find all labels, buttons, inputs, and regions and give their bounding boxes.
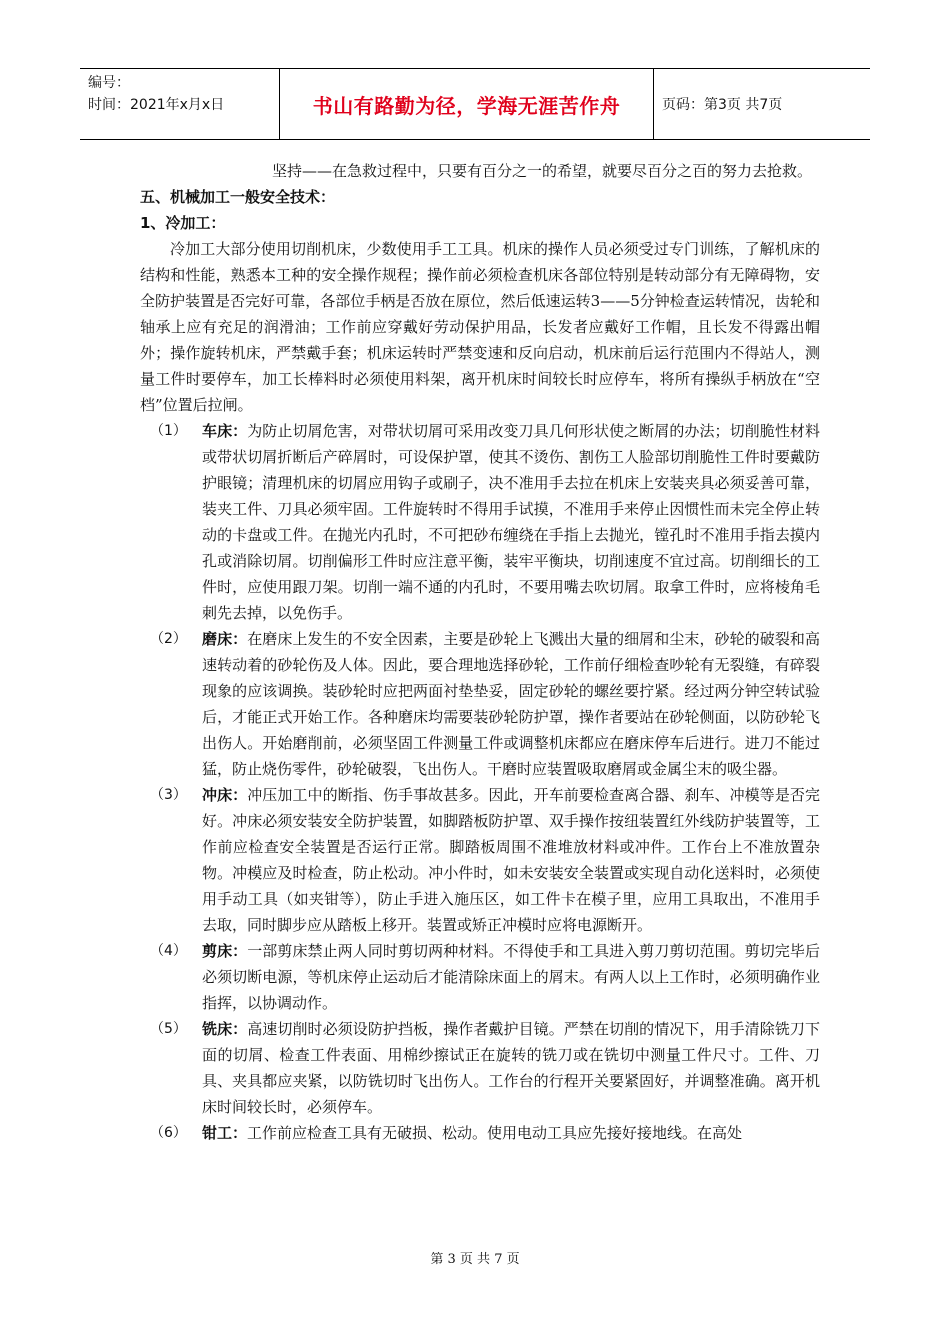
- list-item-text: 冲压加工中的断指、伤手事故甚多。因此，开车前要检查离合器、刹车、冲模等是否完好。冲床必须安装安全防护装置，如脚踏板防护罩、双手操作按纽装置红外线防护装置等，工作前应检查安全装置是否运行正常。脚踏板周围不准堆放材料或冲件。工作台上不准放置杂物。冲模应及时检查，防止松动。冲小件时，如未安装安全装置或实现自动化送料时，必须使用手动工具（如夹钳等），防止手进入施压区，如工件卡在模子里，应用工具取出，不准用手去取，同时脚步应从踏板上移开。装置或矫正冲模时应将电源断开。: [202, 786, 820, 934]
- list-item-body: [202, 782, 820, 938]
- list-item-text: 高速切削时必须设防护挡板，操作者戴护目镜。严禁在切削的情况下，用手清除铣刀下面的切屑、检查工件表面、用棉纱擦试正在旋转的铣刀或在铣切中测量工件尺寸。工件、刀具、夹具都应夹紧，以防铣切时飞出伤人。工作台的行程开关要紧固好，并调整准确。离开机床时间较长时，必须停车。: [202, 1020, 820, 1116]
- list-item-title: 磨床：: [202, 630, 248, 648]
- page-footer: 第 3 页 共 7 页: [430, 1252, 520, 1267]
- list-item-body: [202, 1016, 820, 1120]
- list-item: [140, 1120, 820, 1146]
- list-item-body: [202, 1120, 820, 1146]
- list-item: [140, 418, 820, 626]
- document-body: [140, 158, 820, 1146]
- list-item-text: 在磨床上发生的不安全因素，主要是砂轮上飞溅出大量的细屑和尘末，砂轮的破裂和高速转动着的砂轮伤及人体。因此，要合理地选择砂轮，工作前仔细检查吵轮有无裂缝，有碎裂现象的应该调换。装砂轮时应把两面衬垫垫妥，固定砂轮的螺丝要拧紧。经过两分钟空转试验后，才能正式开始工作。各种磨床均需要装砂轮防护罩，操作者要站在砂轮侧面，以防砂轮飞出伤人。开始磨削前，必须坚固工件测量工件或调整机床都应在磨床停车后进行。进刀不能过猛，防止烧伤零件，砂轮破裂，飞出伤人。干磨时应装置吸取磨屑或金属尘末的吸尘器。: [202, 630, 820, 778]
- list-item-number: （1）: [150, 423, 187, 439]
- header-date-label: 时间：2021年x月x日: [88, 97, 225, 113]
- list-item-text: 一部剪床禁止两人同时剪切两种材料。不得使手和工具进入剪刀剪切范围。剪切完毕后必须切断电源，等机床停止运动后才能清除床面上的屑末。有两人以上工作时，必须明确作业指挥，以协调动作。: [202, 942, 820, 1012]
- header-number-label: 编号：: [88, 75, 130, 91]
- list-item-title: 车床：: [202, 422, 248, 440]
- header-motto: 书山有路勤为径，学海无涯苦作舟: [280, 69, 654, 139]
- list-item-body: [202, 938, 820, 1016]
- continuation-paragraph: 坚持——在急救过程中，只要有百分之一的希望，就要尽百分之百的努力去抢救。: [272, 162, 813, 180]
- sub-heading: 1、冷加工：: [140, 214, 226, 232]
- list-item: [140, 782, 820, 938]
- list-item-body: [202, 626, 820, 782]
- list-item: [140, 1016, 820, 1120]
- list-item-title: 冲床：: [202, 786, 248, 804]
- list-item-title: 剪床：: [202, 942, 248, 960]
- header-left-cell: [80, 69, 280, 139]
- list-item-title: 钳工：: [202, 1124, 248, 1142]
- list-item-number: （4）: [150, 943, 187, 959]
- header-table: [80, 68, 870, 140]
- list-item-title: 铣床：: [202, 1020, 248, 1038]
- list-item-text: 工作前应检查工具有无破损、松动。使用电动工具应先接好接地线。在高处: [247, 1124, 743, 1142]
- list-item-number: （3）: [150, 787, 187, 803]
- list-item-number: （2）: [150, 631, 187, 647]
- list-item-number: （6）: [150, 1125, 187, 1141]
- intro-paragraph: 冷加工大部分使用切削机床，少数使用手工工具。机床的操作人员必须受过专门训练，了解机床的结构和性能，熟悉本工种的安全操作规程；操作前必须检查机床各部位特别是转动部分有无障碍物，安全防护装置是否完好可靠，各部位手柄是否放在原位，然后低速运转3——5分钟检查运转情况，齿轮和轴承上应有充足的润滑油；工作前应穿戴好劳动保护用品，长发者应戴好工作帽，且长发不得露出帽外；操作旋转机床，严禁戴手套；机床运转时严禁变速和反向启动，机床前后运行范围内不得站人，测量工件时要停车，加工长棒料时必须使用料架，离开机床时间较长时应停车，将所有操纵手柄放在“空档”位置后拉闸。: [140, 240, 820, 414]
- section-heading: 五、机械加工一般安全技术：: [140, 188, 336, 206]
- list-item: [140, 938, 820, 1016]
- list-item-body: [202, 418, 820, 626]
- header-page-label: 页码：第3页 共7页: [662, 97, 783, 113]
- list-item-text: 为防止切屑危害，对带状切屑可采用改变刀具几何形状使之断屑的办法；切削脆性材料或带状切屑折断后产碎屑时，可设保护罩，使其不烫伤、割伤工人脸部切削脆性工件时要戴防护眼镜；清理机床的切屑应用钩子或刷子，决不准用手去拉在机床上安装夹具必须妥善可靠，装夹工件、刀具必须牢固。工件旋转时不得用手试摸，不准用手来停止因惯性而未完全停止转动的卡盘或工件。在抛光内孔时，不可把砂布缠绕在手指上去抛光，镗孔时不准用手指去摸内孔或消除切屑。切削偏形工件时应注意平衡，装牢平衡块，切削速度不宜过高。切削细长的工件时，应使用跟刀架。切削一端不通的内孔时，不要用嘴去吹切屑。取拿工件时，应将棱角毛刺先去掉，以免伤手。: [202, 422, 820, 622]
- list-item: [140, 626, 820, 782]
- list-item-number: （5）: [150, 1021, 187, 1037]
